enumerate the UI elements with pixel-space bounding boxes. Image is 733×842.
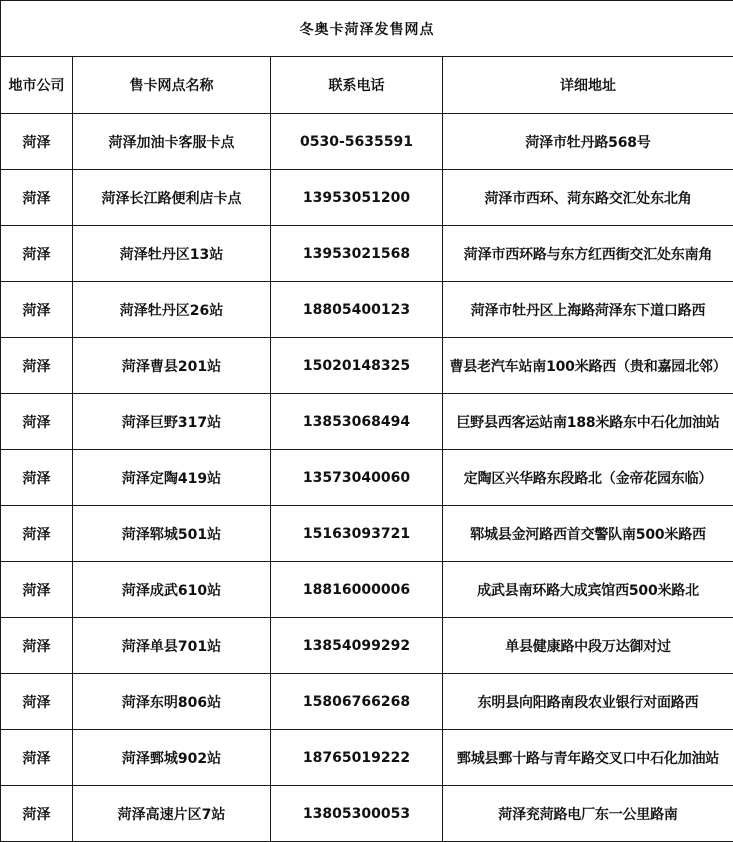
cell-city: 菏泽 — [1, 562, 73, 618]
title-row — [1, 1, 733, 57]
cell-city: 菏泽 — [1, 170, 73, 226]
cell-phone: 13953021568 — [271, 226, 443, 282]
cell-outlet-name: 菏泽牡丹区26站 — [73, 282, 271, 338]
cell-phone: 18816000006 — [271, 562, 443, 618]
table-body — [1, 1, 733, 842]
table-row — [1, 338, 733, 394]
cell-address: 成武县南环路大成宾馆西500米路北 — [443, 562, 733, 618]
cell-city: 菏泽 — [1, 450, 73, 506]
cell-phone: 13805300053 — [271, 786, 443, 842]
cell-outlet-name: 菏泽巨野317站 — [73, 394, 271, 450]
cell-address: 菏泽市西环、菏东路交汇处东北角 — [443, 170, 733, 226]
cell-phone: 15020148325 — [271, 338, 443, 394]
cell-city: 菏泽 — [1, 226, 73, 282]
cell-outlet-name: 菏泽加油卡客服卡点 — [73, 114, 271, 170]
cell-phone: 13573040060 — [271, 450, 443, 506]
cell-phone: 0530-5635591 — [271, 114, 443, 170]
header-city: 地市公司 — [1, 57, 73, 114]
cell-city: 菏泽 — [1, 506, 73, 562]
cell-phone: 15806766268 — [271, 674, 443, 730]
cell-address: 菏泽市牡丹区上海路菏泽东下道口路西 — [443, 282, 733, 338]
cell-city: 菏泽 — [1, 786, 73, 842]
header-row — [1, 57, 733, 114]
cell-phone: 13853068494 — [271, 394, 443, 450]
cell-outlet-name: 菏泽成武610站 — [73, 562, 271, 618]
cell-address: 鄄城县鄄十路与青年路交叉口中石化加油站 — [443, 730, 733, 786]
cell-outlet-name: 菏泽定陶419站 — [73, 450, 271, 506]
cell-outlet-name: 菏泽牡丹区13站 — [73, 226, 271, 282]
cell-address: 菏泽市西环路与东方红西街交汇处东南角 — [443, 226, 733, 282]
table-row — [1, 450, 733, 506]
cell-phone: 18765019222 — [271, 730, 443, 786]
cell-outlet-name: 菏泽曹县201站 — [73, 338, 271, 394]
cell-phone: 13953051200 — [271, 170, 443, 226]
cell-outlet-name: 菏泽高速片区7站 — [73, 786, 271, 842]
cell-address: 菏泽兖菏路电厂东一公里路南 — [443, 786, 733, 842]
cell-phone: 15163093721 — [271, 506, 443, 562]
table-row — [1, 506, 733, 562]
table-row — [1, 114, 733, 170]
cell-city: 菏泽 — [1, 282, 73, 338]
table-row — [1, 562, 733, 618]
cell-address: 巨野县西客运站南188米路东中石化加油站 — [443, 394, 733, 450]
table-row — [1, 674, 733, 730]
table-row — [1, 226, 733, 282]
cell-city: 菏泽 — [1, 394, 73, 450]
cell-address: 东明县向阳路南段农业银行对面路西 — [443, 674, 733, 730]
cell-outlet-name: 菏泽长江路便利店卡点 — [73, 170, 271, 226]
header-address: 详细地址 — [443, 57, 733, 114]
table-title: 冬奥卡菏泽发售网点 — [1, 1, 733, 57]
cell-address: 单县健康路中段万达御对过 — [443, 618, 733, 674]
cell-address: 曹县老汽车站南100米路西（贵和嘉园北邻） — [443, 338, 733, 394]
table-row — [1, 170, 733, 226]
table-row — [1, 786, 733, 842]
cell-city: 菏泽 — [1, 338, 73, 394]
table-row — [1, 618, 733, 674]
cell-address: 郓城县金河路西首交警队南500米路西 — [443, 506, 733, 562]
cell-address: 定陶区兴华路东段路北（金帝花园东临） — [443, 450, 733, 506]
cell-outlet-name: 菏泽单县701站 — [73, 618, 271, 674]
table-row — [1, 730, 733, 786]
cell-city: 菏泽 — [1, 730, 73, 786]
cell-outlet-name: 菏泽郓城501站 — [73, 506, 271, 562]
cell-city: 菏泽 — [1, 674, 73, 730]
cell-outlet-name: 菏泽东明806站 — [73, 674, 271, 730]
cell-phone: 18805400123 — [271, 282, 443, 338]
cell-city: 菏泽 — [1, 114, 73, 170]
header-outlet-name: 售卡网点名称 — [73, 57, 271, 114]
table-row — [1, 282, 733, 338]
cell-phone: 13854099292 — [271, 618, 443, 674]
cell-city: 菏泽 — [1, 618, 73, 674]
header-phone: 联系电话 — [271, 57, 443, 114]
table-row — [1, 394, 733, 450]
cell-outlet-name: 菏泽鄄城902站 — [73, 730, 271, 786]
cell-address: 菏泽市牡丹路568号 — [443, 114, 733, 170]
